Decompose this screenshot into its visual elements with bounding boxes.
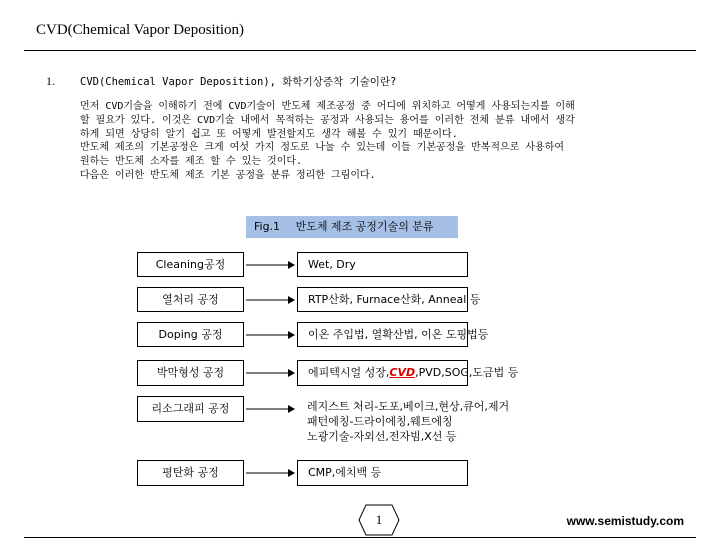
section-title: CVD(Chemical Vapor Deposition), 화학기상증착 기술이란?	[80, 76, 397, 88]
arrow-icon	[246, 469, 295, 477]
method-line: 레지스트 처리-도포,베이크,현상,큐어,제거	[307, 400, 510, 413]
arrow-icon	[246, 369, 295, 377]
method-line: 패턴에칭-드라이에칭,웨트에칭	[307, 415, 453, 428]
paragraph-line: 하게 되면 상당히 알기 쉽고 또 어떻게 발전할지도 생각 해볼 수 있기 때문이다.	[80, 128, 458, 140]
arrow-icon	[246, 261, 295, 269]
bottom-divider	[24, 537, 696, 538]
method-line: CMP,에치백 등	[308, 466, 382, 479]
process-box-planarization: 평탄화 공정	[137, 460, 244, 486]
method-box-thin-film	[297, 360, 519, 386]
page-number	[358, 504, 400, 536]
process-box-cleaning: Cleaning공정	[137, 252, 244, 277]
method-box-doping	[297, 322, 489, 347]
method-suffix: ,PVD,SOG,도금법 등	[415, 366, 519, 379]
footer-site: www.semistudy.com	[566, 514, 684, 528]
paragraph-line: 할 필요가 있다. 이것은 CVD기술 내에서 목적하는 공정과 사용되는 용어를 이러한 전체 분류 내에서 생각	[80, 114, 575, 126]
paragraph-line: 원하는 반도체 소자를 제조 할 수 있는 것이다.	[80, 156, 303, 168]
paragraph-line: 다음은 이러한 반도체 제조 기본 공정을 분류 정리한 그림이다.	[80, 169, 376, 181]
page-number-text: 1	[375, 512, 383, 527]
process-box-heat-treatment: 열처리 공정	[137, 287, 244, 312]
section-number: 1.	[46, 74, 55, 88]
paragraph-line: 먼저 CVD기술을 이해하기 전에 CVD기술이 반도체 제조공정 중 어디에 위치하고 어떻게 사용되는지를 이해	[80, 101, 575, 112]
method-line	[308, 361, 519, 385]
figure-caption	[246, 216, 458, 238]
method-line: 노광기술-자외선,전자빔,X선 등	[307, 430, 457, 443]
page-title: CVD(Chemical Vapor Deposition)	[36, 22, 245, 38]
arrow-icon	[246, 296, 295, 304]
method-line: RTP산화, Furnace산화, Anneal 등	[308, 293, 481, 306]
process-box-doping: Doping 공정	[137, 322, 244, 347]
arrow-icon	[246, 405, 295, 413]
method-prefix: 에피텍시얼 성장,	[308, 366, 390, 379]
method-box-heat-treatment	[297, 287, 481, 312]
method-box-cleaning	[297, 252, 468, 277]
cvd-highlight: CVD	[389, 366, 416, 379]
top-divider	[24, 50, 696, 51]
figure-caption-text: 반도체 제조 공정기술의 분류	[295, 220, 434, 233]
process-box-lithography: 리소그래피 공정	[137, 396, 244, 422]
figure-label: Fig.1	[254, 220, 281, 233]
intro-paragraph	[80, 100, 680, 183]
arrow-icon	[246, 331, 295, 339]
method-line: 이온 주입법, 열확산법, 이온 도핑법등	[308, 328, 489, 341]
method-line: Wet, Dry	[308, 258, 356, 271]
method-box-lithography	[297, 396, 510, 450]
paragraph-line: 반도체 제조의 기본공정은 크게 여섯 가지 정도로 나눌 수 있는데 이들 기본공정을 반복적으로 사용하여	[80, 142, 564, 154]
process-box-thin-film: 박막형성 공정	[137, 360, 244, 386]
method-box-planarization	[297, 460, 468, 486]
